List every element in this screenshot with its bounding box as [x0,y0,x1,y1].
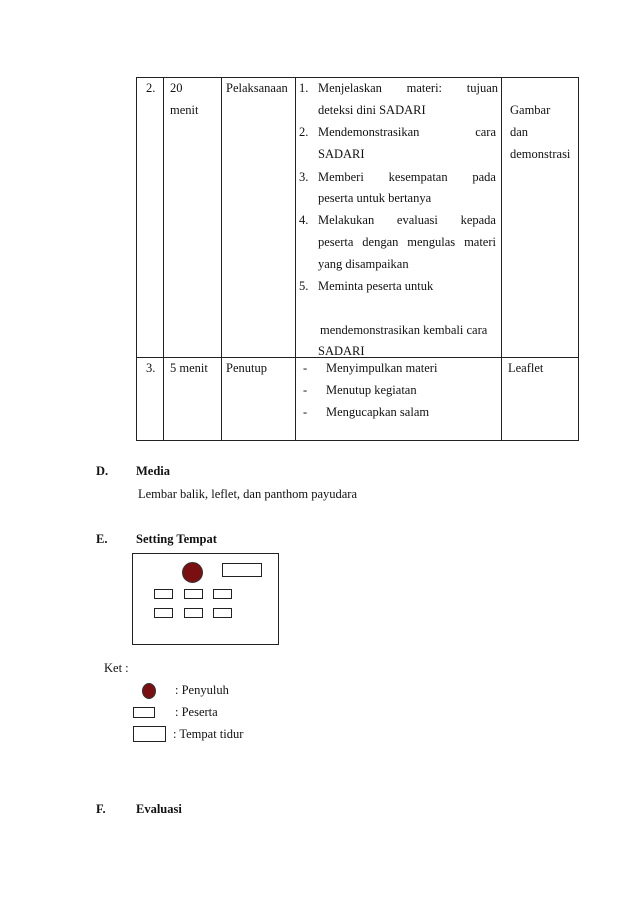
legend-heading: Ket : [104,661,129,675]
row-duration: 20 [170,81,183,95]
list-item-continuation: deteksi dini SADARI [318,103,426,117]
table-col-border [501,77,502,441]
tempat-tidur-legend-icon [133,726,166,742]
row-stage: Penutup [226,361,267,375]
list-item: Melakukan evaluasi kepada [318,213,496,227]
peserta-seat [184,589,203,599]
list-item: Mendemonstrasikan cara [318,125,496,139]
row-media: demonstrasi [510,147,571,161]
list-item-number: 5. [299,279,309,293]
row-number: 3. [146,361,156,375]
list-item-number: 4. [299,213,309,227]
table-col-border [136,77,137,441]
list-item-number: 2. [299,125,309,139]
row-stage: Pelaksanaan [226,81,288,95]
peserta-seat [213,589,232,599]
section-f-letter: F. [96,802,106,816]
list-item: Menutup kegiatan [326,383,417,397]
list-item-continuation: mendemonstrasikan kembali cara [320,323,488,337]
row-media: dan [510,125,529,139]
list-item-number: 1. [299,81,309,95]
row-duration: 5 menit [170,361,208,375]
list-item-continuation: peserta dengan mengulas materi [318,235,496,249]
peserta-seat [154,608,173,618]
section-e-letter: E. [96,532,108,546]
table-top-border [136,77,579,78]
legend-peserta: : Peserta [175,705,218,719]
list-item-bullet: - [303,405,308,419]
row-media: Gambar [510,103,551,117]
penyuluh-legend-icon [142,683,156,699]
row-duration-unit: menit [170,103,199,117]
section-d-title: Media [136,464,171,478]
list-item-continuation: yang disampaikan [318,257,409,271]
list-item-continuation: SADARI [318,344,365,358]
legend-tempat-tidur: : Tempat tidur [173,727,244,741]
list-item: Memberi kesempatan pada [318,170,496,184]
row-media: Leaflet [508,361,544,375]
section-d-letter: D. [96,464,109,478]
list-item-bullet: - [303,383,308,397]
list-item-bullet: - [303,361,308,375]
section-d-body: Lembar balik, leflet, dan panthom payudara [138,487,358,501]
peserta-seat [154,589,173,599]
list-item-number: 3. [299,170,309,184]
tempat-tidur-marker [222,563,262,577]
list-item-continuation: SADARI [318,147,365,161]
table-col-border [578,77,579,441]
table-bottom-border [136,440,579,441]
legend-penyuluh: : Penyuluh [175,683,229,697]
row-number: 2. [146,81,156,95]
list-item: Mengucapkan salam [326,405,430,419]
table-col-border [295,77,296,441]
list-item: Menyimpulkan materi [326,361,438,375]
list-item: Menjelaskan materi: tujuan [318,81,498,95]
penyuluh-marker [182,562,203,583]
peserta-seat [184,608,203,618]
list-item-continuation: peserta untuk bertanya [318,191,432,205]
table-col-border [221,77,222,441]
list-item: Meminta peserta untuk [318,279,434,293]
table-col-border [163,77,164,441]
room-diagram [132,553,279,645]
peserta-legend-icon [133,707,155,718]
peserta-seat [213,608,232,618]
section-f-title: Evaluasi [136,802,182,816]
section-e-title: Setting Tempat [136,532,217,546]
